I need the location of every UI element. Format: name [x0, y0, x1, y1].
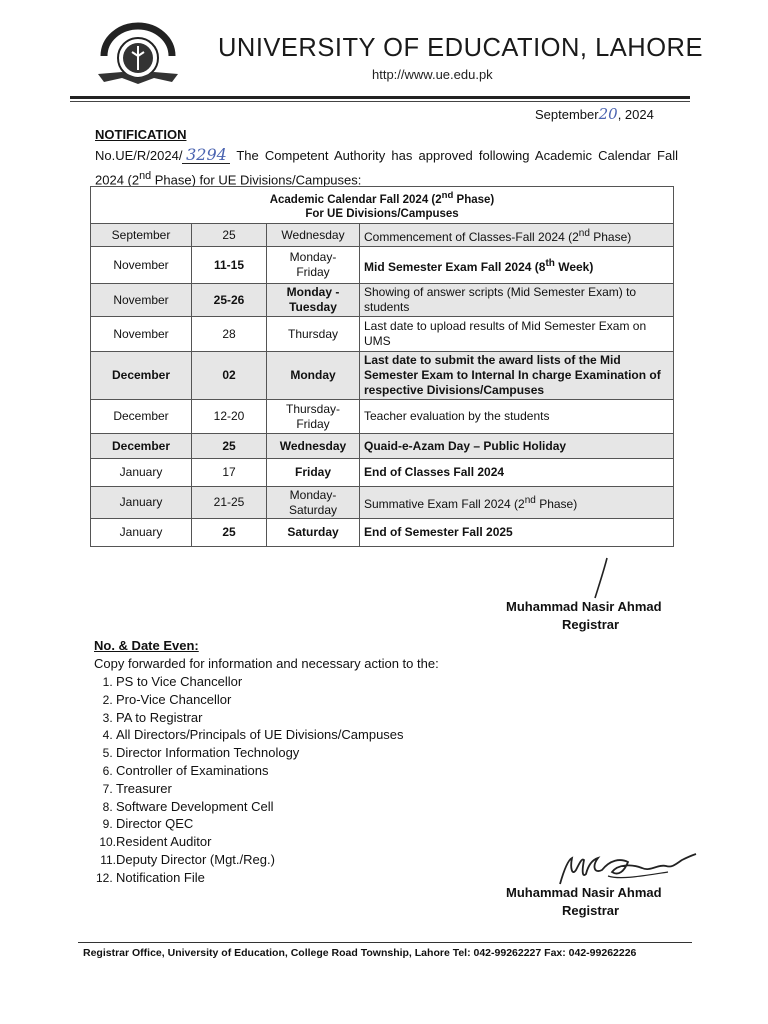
list-item: 3. PA to Registrar — [102, 709, 203, 725]
university-url: http://www.ue.edu.pk — [372, 67, 493, 82]
list-item: 11.Deputy Director (Mgt./Reg.) — [100, 851, 275, 867]
footer-rule — [78, 942, 692, 943]
table-row: September 25 Wednesday Commencement of Classes-Fall 2024 (2nd Phase) — [91, 224, 674, 247]
footer-address: Registrar Office, University of Education, College Road Township, Lahore Tel: 042-99262227 Fax: 042-99262226 — [83, 947, 637, 959]
notification-number-prefix: No.UE/R/2024/ — [95, 148, 183, 163]
list-item: 1. PS to Vice Chancellor — [102, 674, 243, 689]
date-day-handwritten: 20 — [598, 105, 618, 123]
table-row: January 21-25 Monday-Saturday Summative Exam Fall 2024 (2nd Phase) — [91, 487, 674, 519]
notification-number-handwritten: 3294 — [186, 145, 227, 164]
table-row: December 12-20 Thursday-Friday Teacher evaluation by the students — [91, 400, 674, 434]
academic-calendar-table — [90, 186, 674, 547]
distribution-list — [94, 673, 404, 887]
table-row: November 28 Thursday Last date to upload results of Mid Semester Exam on UMS — [91, 317, 674, 352]
table-row: December 02 Monday Last date to submit the award lists of the Mid Semester Exam to Internal In charge Examination of respective Divisions/Campuses — [91, 352, 674, 400]
distribution-intro: Copy forwarded for information and necessary action to the: — [94, 656, 439, 671]
table-row: December 25 Wednesday Quaid-e-Azam Day – Public Holiday — [91, 434, 674, 459]
list-item: 2. Pro-Vice Chancellor — [102, 691, 232, 707]
table-caption: Academic Calendar Fall 2024 (2nd Phase) For UE Divisions/Campuses — [91, 187, 674, 224]
date-year: , 2024 — [617, 107, 654, 122]
table-row: January 25 Saturday End of Semester Fall 2025 — [91, 519, 674, 547]
table-row: November 11-15 Monday-Friday Mid Semester Exam Fall 2024 (8th Week) — [91, 247, 674, 284]
registrar-name: Muhammad Nasir Ahmad — [506, 599, 662, 614]
header-rule — [70, 96, 690, 99]
list-item: 9. Director QEC — [102, 816, 194, 832]
registrar-title: Registrar — [562, 617, 620, 632]
list-item: 4. All Directors/Principals of UE Divisions/Campuses — [102, 727, 404, 743]
university-logo — [92, 20, 184, 84]
university-title: UNIVERSITY OF EDUCATION, LAHORE — [218, 34, 703, 62]
notification-date — [535, 105, 654, 123]
list-item: 8. Software Development Cell — [102, 798, 274, 814]
registrar-title-2: Registrar — [562, 903, 620, 918]
date-month: September — [535, 107, 599, 122]
header-rule-thin — [70, 101, 690, 102]
notification-text: The Competent Authority has approved following Academic Calendar Fall 2024 (2 — [95, 148, 678, 188]
table-caption-row — [91, 187, 674, 224]
list-item: 7. Treasurer — [102, 780, 172, 796]
registrar-name-2: Muhammad Nasir Ahmad — [506, 885, 662, 900]
distribution-heading: No. & Date Even: — [94, 638, 199, 653]
handwritten-signature — [558, 850, 698, 890]
notification-paragraph: No.UE/R/2024/ 3294 The Competent Authority has approved following Academic Calendar Fall 2024 (2nd Phase) for UE Divisions/Campuses: — [95, 145, 678, 188]
list-item: 6. Controller of Examinations — [102, 762, 269, 778]
list-item: 12. Notification File — [95, 869, 205, 885]
signature-initial — [592, 556, 610, 600]
notification-heading: NOTIFICATION — [95, 127, 187, 142]
table-row: November 25-26 Monday - Tuesday Showing of answer scripts (Mid Semester Exam) to students — [91, 284, 674, 317]
list-item: 10.Resident Auditor — [99, 834, 212, 850]
table-row: January 17 Friday End of Classes Fall 2024 — [91, 459, 674, 487]
list-item: 5. Director Information Technology — [102, 745, 300, 761]
